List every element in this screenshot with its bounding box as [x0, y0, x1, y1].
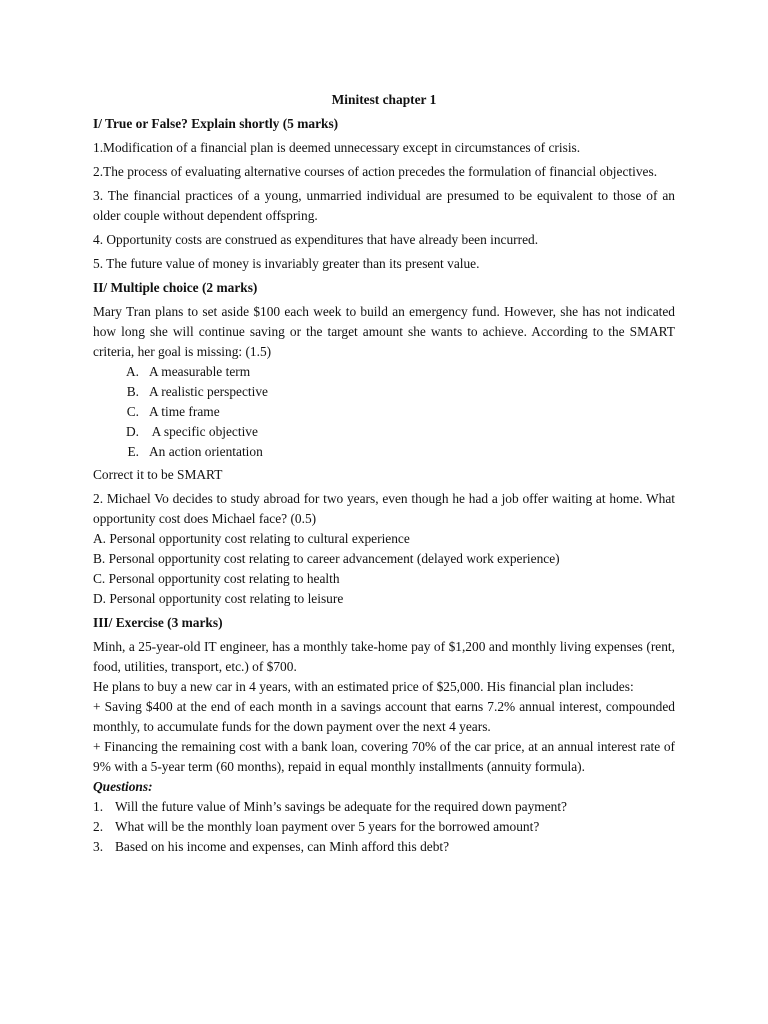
option-d [93, 422, 675, 442]
exercise-paragraph-3: + Saving $400 at the end of each month in a savings account that earns 7.2% annual interest, compounded monthly, to accumulate funds for the down payment over the next 4 years. [93, 699, 675, 734]
mc-question-1-options [93, 362, 675, 462]
mc-question-2-option-d: D. Personal opportunity cost relating to leisure [93, 591, 344, 606]
option-letter: B. [126, 384, 139, 399]
exercise-paragraph-4: + Financing the remaining cost with a bank loan, covering 70% of the car price, at an annual interest rate of 9% with a 5-year term (60 months), repaid in equal monthly installments (annuity formula). [93, 739, 675, 774]
question-text: Will the future value of Minh’s savings be adequate for the required down payment? [115, 799, 567, 814]
section-3-heading: III/ Exercise (3 marks) [93, 615, 223, 630]
question-number: 1. [93, 799, 104, 814]
mc-question-1-followup: Correct it to be SMART [93, 467, 223, 482]
exercise-paragraph-2: He plans to buy a new car in 4 years, with an estimated price of $25,000. His financial plan includes: [93, 679, 634, 694]
option-text: A specific objective [149, 424, 258, 439]
mc-question-1: Mary Tran plans to set aside $100 each week to build an emergency fund. However, she has not indicated how long she will continue saving or the target amount she wants to achieve. According to the SMART criteria, her goal is missing: (1.5) [93, 304, 675, 359]
tf-item-5: 5. The future value of money is invariably greater than its present value. [93, 256, 480, 271]
section-2-heading: II/ Multiple choice (2 marks) [93, 280, 258, 295]
question-number: 3. [93, 839, 104, 854]
mc-question-2-option-b: B. Personal opportunity cost relating to career advancement (delayed work experience) [93, 551, 560, 566]
document-content [93, 90, 675, 857]
question-text: What will be the monthly loan payment over 5 years for the borrowed amount? [115, 819, 540, 834]
mc-question-2-option-a: A. Personal opportunity cost relating to cultural experience [93, 531, 410, 546]
option-c [93, 402, 675, 422]
tf-item-1: 1.Modification of a financial plan is deemed unnecessary except in circumstances of crisis. [93, 140, 581, 155]
exercise-questions [93, 797, 675, 857]
option-letter: A. [125, 364, 139, 379]
option-text: A realistic perspective [149, 384, 268, 399]
option-text: A time frame [149, 404, 220, 419]
question-number: 2. [93, 819, 104, 834]
exercise-paragraph-1: Minh, a 25-year-old IT engineer, has a monthly take-home pay of $1,200 and monthly living expenses (rent, food, utilities, transport, etc.) of $700. [93, 639, 675, 674]
mc-question-2-option-c: C. Personal opportunity cost relating to health [93, 571, 340, 586]
tf-item-3: 3. The financial practices of a young, unmarried individual are presumed to be equivalent to those of an older couple without dependent offspring. [93, 188, 675, 223]
option-letter: C. [126, 404, 139, 419]
question-text: Based on his income and expenses, can Minh afford this debt? [115, 839, 450, 854]
option-a [93, 362, 675, 382]
option-b [93, 382, 675, 402]
option-e [93, 442, 675, 462]
exercise-question-1 [93, 797, 675, 817]
exercise-question-3 [93, 837, 675, 857]
exercise-question-2 [93, 817, 675, 837]
option-text: A measurable term [149, 364, 251, 379]
option-text: An action orientation [149, 444, 263, 459]
mc-question-2: 2. Michael Vo decides to study abroad for two years, even though he had a job offer waiting at home. What opportunity cost does Michael face? (0.5) [93, 491, 675, 526]
tf-item-2: 2.The process of evaluating alternative courses of action precedes the formulation of financial objectives. [93, 164, 658, 179]
option-letter: E. [127, 444, 139, 459]
option-letter: D. [125, 424, 139, 439]
questions-label: Questions: [93, 779, 153, 794]
tf-item-4: 4. Opportunity costs are construed as expenditures that have already been incurred. [93, 232, 539, 247]
section-1-heading: I/ True or False? Explain shortly (5 marks) [93, 116, 339, 131]
document-title: Minitest chapter 1 [331, 92, 437, 107]
